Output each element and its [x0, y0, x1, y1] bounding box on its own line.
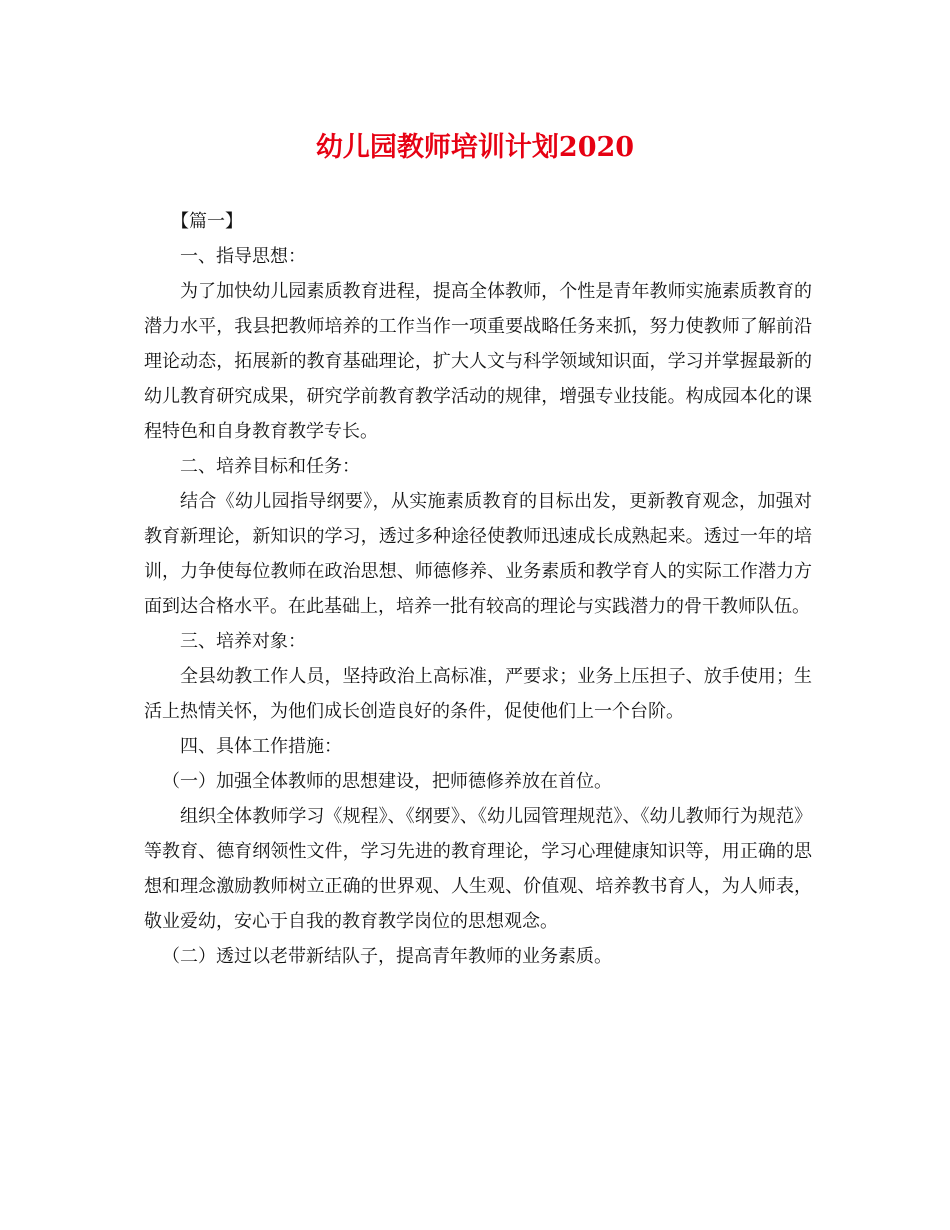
heading-measures: 四、具体工作措施： — [180, 736, 342, 757]
subheading-measure-two: （二）透过以老带新结队子，提高青年教师的业务素质。 — [162, 946, 612, 967]
heading-guiding-ideology: 一、指导思想： — [180, 246, 306, 267]
heading-training-targets: 三、培养对象： — [180, 631, 306, 652]
paragraph-goals-tasks: 结合《幼儿园指导纲要》，从实施素质教育的目标出发，更新教育观念，加强对教育新理论，新知识的学习，透过多种途径使教师迅速成长成熟起来。透过一年的培训，力争使每位教师在政治思想、师德修养、业务素质和教学育人的实际工作潜力方面到达合格水平。在此基础上，培养一批有较高的理论与实践潜力的骨干教师队伍。 — [144, 491, 812, 617]
paragraph-guiding-ideology: 为了加快幼儿园素质教育进程，提高全体教师，个性是青年教师实施素质教育的潜力水平，我县把教师培养的工作当作一项重要战略任务来抓，努力使教师了解前沿理论动态，拓展新的教育基础理论，扩大人文与科学领域知识面，学习并掌握最新的幼儿教育研究成果，研究学前教育教学活动的规律，增强专业技能。构成园本化的课程特色和自身教育教学专长。 — [144, 281, 812, 442]
document-body — [144, 204, 812, 974]
subheading-measure-one: （一）加强全体教师的思想建设，把师德修养放在首位。 — [162, 771, 612, 792]
paragraph-training-targets: 全县幼教工作人员，坚持政治上高标准，严要求；业务上压担子、放手使用；生活上热情关怀，为他们成长创造良好的条件，促使他们上一个台阶。 — [144, 666, 812, 722]
heading-goals-tasks: 二、培养目标和任务： — [180, 456, 360, 477]
section-label: 【篇一】 — [171, 211, 243, 232]
paragraph-measure-one: 组织全体教师学习《规程》、《纲要》、《幼儿园管理规范》、《幼儿教师行为规范》等教育、德育纲领性文件，学习先进的教育理论，学习心理健康知识等，用正确的思想和理念激励教师树立正确的世界观、人生观、价值观、培养教书育人，为人师表，敬业爱幼，安心于自我的教育教学岗位的思想观念。 — [144, 806, 812, 932]
document-title: 幼儿园教师培训计划2020 — [315, 132, 635, 163]
